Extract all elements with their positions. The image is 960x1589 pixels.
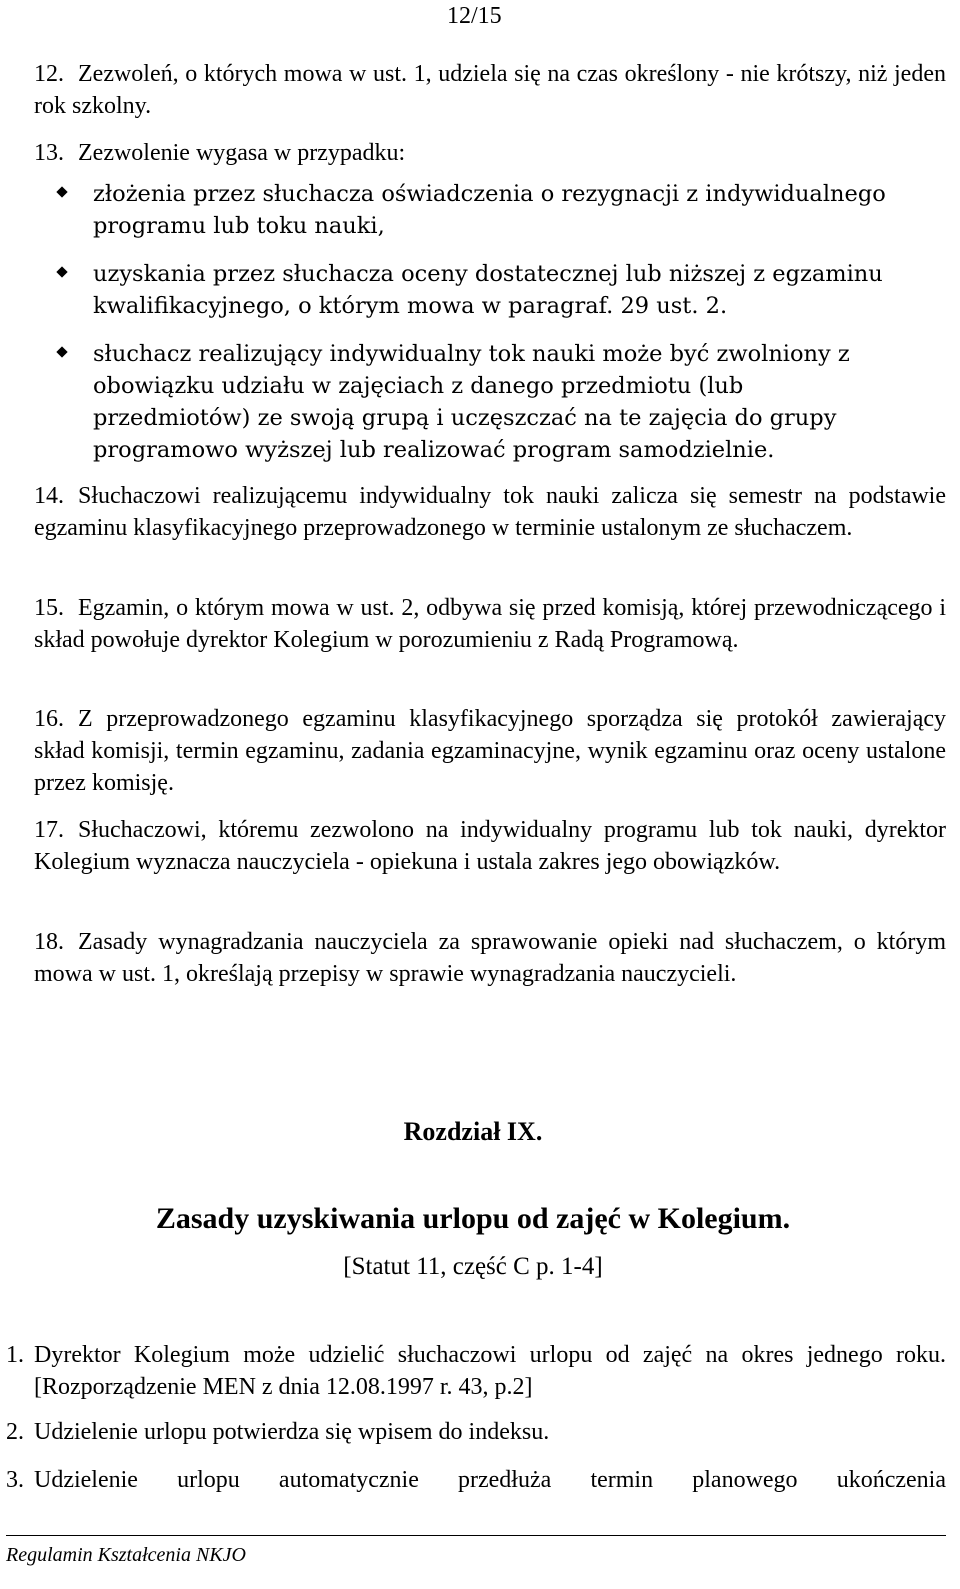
- chapter-reference: [Statut 11, część C p. 1-4]: [343, 1253, 603, 1280]
- paragraph-text: Zasady wynagradzania nauczyciela za sprawowanie opieki nad słuchaczem, o którym mowa w ust. 1, określają przepisy w sprawie wynagradzania nauczycieli.: [34, 929, 946, 987]
- paragraph-15: [34, 592, 946, 656]
- bullet-item-2: uzyskania przez słuchacza oceny dostatecznej lub niższej z egzaminu kwalifikacyjnego, o którym mowa w paragraf. 29 ust. 2.: [93, 261, 883, 319]
- paragraph-number: 16.: [34, 706, 64, 732]
- chapter-number: Rozdział IX.: [403, 1117, 543, 1146]
- chapter-item-1: [6, 1339, 946, 1403]
- diamond-bullet-icon: [56, 346, 69, 359]
- chapter-title: Zasady uzyskiwania urlopu od zajęć w Kolegium.: [155, 1202, 791, 1235]
- paragraph-text: Egzamin, o którym mowa w ust. 2, odbywa się przed komisją, której przewodniczącego i skład powołuje dyrektor Kolegium w porozumieniu z Radą Programową.: [34, 595, 946, 653]
- paragraph-number: 13.: [34, 140, 64, 166]
- bullet-item-3: słuchacz realizujący indywidualny tok nauki może być zwolniony z obowiązku udziału w zajęciach z danego przedmiotu (lub przedmiotów) ze swoją grupą i uczęszczać na te zajęcia do grupy programowo wyższej lub realizować program samodzielnie.: [93, 341, 850, 463]
- paragraph-12: [34, 58, 946, 122]
- footer-divider: [6, 1535, 946, 1536]
- paragraph-text: Z przeprowadzonego egzaminu klasyfikacyjnego sporządza się protokół zawierający skład komisji, termin egzaminu, zadania egzaminacyjne, wynik egzaminu oraz oceny ustalone przez komisję.: [34, 706, 946, 796]
- chapter-item-number: 2.: [6, 1419, 24, 1445]
- diamond-bullet-icon: [56, 186, 69, 199]
- page-number: 12/15: [447, 3, 502, 29]
- paragraph-number: 17.: [34, 817, 64, 843]
- paragraph-number: 18.: [34, 929, 64, 955]
- paragraph-14: [34, 480, 946, 544]
- paragraph-text: Słuchaczowi realizującemu indywidualny tok nauki zalicza się semestr na podstawie egzaminu klasyfikacyjnego przeprowadzonego w terminie ustalonym ze słuchaczem.: [34, 483, 946, 541]
- paragraph-17: [34, 814, 946, 878]
- chapter-item-3: [6, 1464, 946, 1496]
- chapter-item-number: 3.: [6, 1467, 24, 1493]
- paragraph-text: Zezwoleń, o których mowa w ust. 1, udziela się na czas określony - nie krótszy, niż jeden rok szkolny.: [34, 61, 946, 119]
- chapter-item-text: Udzielenie urlopu potwierdza się wpisem do indeksu.: [34, 1419, 550, 1445]
- chapter-item-number: 1.: [6, 1342, 24, 1368]
- paragraph-18: [34, 926, 946, 990]
- chapter-item-text: Dyrektor Kolegium może udzielić słuchaczowi urlopu od zajęć na okres jednego roku. [Rozporządzenie MEN z dnia 12.08.1997 r. 43, p.2]: [34, 1342, 946, 1400]
- diamond-bullet-icon: [56, 266, 69, 279]
- paragraph-text: Słuchaczowi, któremu zezwolono na indywidualny programu lub tok nauki, dyrektor Kolegium wyznacza nauczyciela - opiekuna i ustala zakres jego obowiązków.: [34, 817, 946, 875]
- chapter-item-2: [6, 1416, 946, 1448]
- bullet-item-1: złożenia przez słuchacza oświadczenia o rezygnacji z indywidualnego programu lub toku nauki,: [93, 181, 886, 239]
- paragraph-16: [34, 703, 946, 799]
- paragraph-number: 12.: [34, 61, 64, 87]
- paragraph-13: [34, 137, 946, 169]
- footer-text: Regulamin Kształcenia NKJO: [6, 1544, 246, 1566]
- paragraph-text: Zezwolenie wygasa w przypadku:: [78, 140, 406, 166]
- paragraph-number: 14.: [34, 483, 64, 509]
- paragraph-number: 15.: [34, 595, 64, 621]
- chapter-item-text: Udzielenie urlopu automatycznie przedłuża termin planowego ukończenia: [34, 1467, 946, 1493]
